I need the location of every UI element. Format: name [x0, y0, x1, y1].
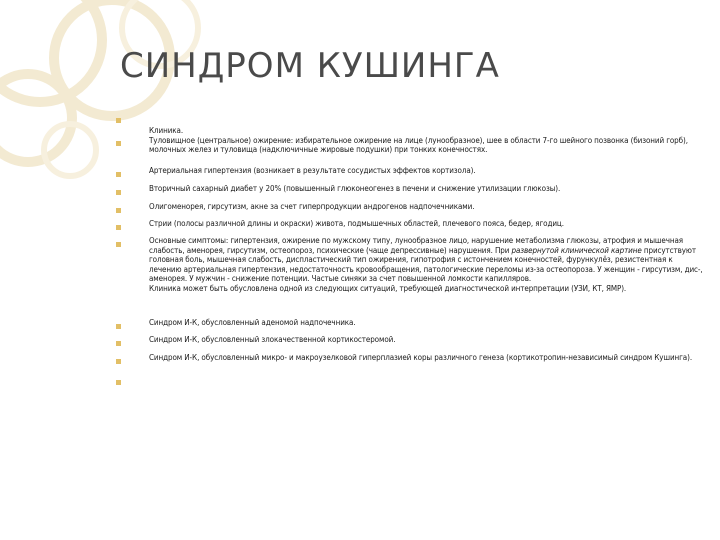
list-item-main-symptoms [110, 236, 706, 294]
bullet-marker [116, 324, 121, 329]
bullet-marker [116, 208, 121, 213]
list-item-diabetes [110, 184, 706, 195]
list-item-empty-top [110, 112, 706, 123]
bullet-marker [116, 141, 121, 146]
main-symptoms-part1: Основные симптомы: гипертензия, ожирение по мужскому типу, лунообразное лицо, нарушение метаболизма глюкозы, атрофия и мышечная слабость, аменорея, гирсутизм, остеопороз, психические (чаще депрессивные) нарушения. При [149, 236, 684, 255]
bullet-marker [116, 242, 121, 247]
list-item-text: Стрии (полосы различной длины и окраски) живота, подмышечных областей, плечевого пояса, бедер, ягодиц. [149, 219, 564, 228]
list-item-striae [110, 219, 706, 230]
list-item-adenoma [110, 318, 706, 329]
bullet-marker [116, 341, 121, 346]
clinic-heading: Клиника. [149, 126, 184, 135]
list-item-text: Вторичный сахарный диабет у 20% (повышенный глюконеогенез в печени и снижение утилизации глюкозы). [149, 184, 561, 193]
main-symptoms-paragraph [149, 236, 706, 284]
bullet-marker [116, 172, 121, 177]
main-symptoms-part2: присутствуют головная боль, мышечная слабость, диспластический тип ожирения, гипотрофия с истончением конечностей, фурункулёз, резистентная к лечению артериальная гипертензия, недостаточность кровообращения, патологические переломы из-за остеопороза. У женщин - гирсутизм, дис-, аменорея. У мужчин - снижение потенции. Частые синяки за счет повышенной ломкости капилляров. [149, 245, 703, 284]
list-item-empty-bottom [110, 374, 706, 385]
list-item-text: Артериальная гипертензия (возникает в результате сосудистых эффектов кортизола). [149, 166, 476, 175]
list-item-hypertension [110, 166, 706, 177]
list-item-text [149, 126, 706, 155]
list-item-text: Синдром И-К, обусловленный злокачественной кортикостеромой. [149, 335, 396, 344]
bullet-marker [116, 380, 121, 385]
list-item-corticosteroma [110, 335, 706, 346]
list-item-text: Синдром И-К, обусловленный микро- и макроузелковой гиперплазией коры различного генеза (кортикотропин-независимый синдром Кушинга). [149, 353, 693, 362]
list-item-clinic [110, 126, 706, 155]
slide-title: СИНДРОМ КУШИНГА [120, 46, 500, 86]
clinic-obesity-text: Туловищное (центральное) ожирение: избирательное ожирение на лице (лунообразное), шее в области 7-го шейного позвонка (бизоний горб), молочных желез и туловища (надключичные жировые подушки) при тонких конечностях. [149, 135, 688, 155]
list-item-text: Олигоменорея, гирсутизм, акне за счет гиперпродукции андрогенов надпочечниками. [149, 202, 475, 211]
main-symptoms-italic: развернутой клинической картине [511, 245, 642, 255]
main-symptoms-clinic-note: Клиника может быть обусловлена одной из следующих ситуаций, требующей диагностической интерпретации (УЗИ, КТ, ЯМР). [149, 283, 627, 293]
bullet-marker [116, 190, 121, 195]
bullet-marker [116, 359, 121, 364]
list-item-hyperplasia [110, 353, 706, 364]
list-item-oligomenorrhea [110, 202, 706, 213]
bullet-marker [116, 118, 121, 123]
list-item-text: Синдром И-К, обусловленный аденомой надпочечника. [149, 318, 356, 327]
bullet-marker [116, 225, 121, 230]
list-item-text [149, 236, 706, 294]
